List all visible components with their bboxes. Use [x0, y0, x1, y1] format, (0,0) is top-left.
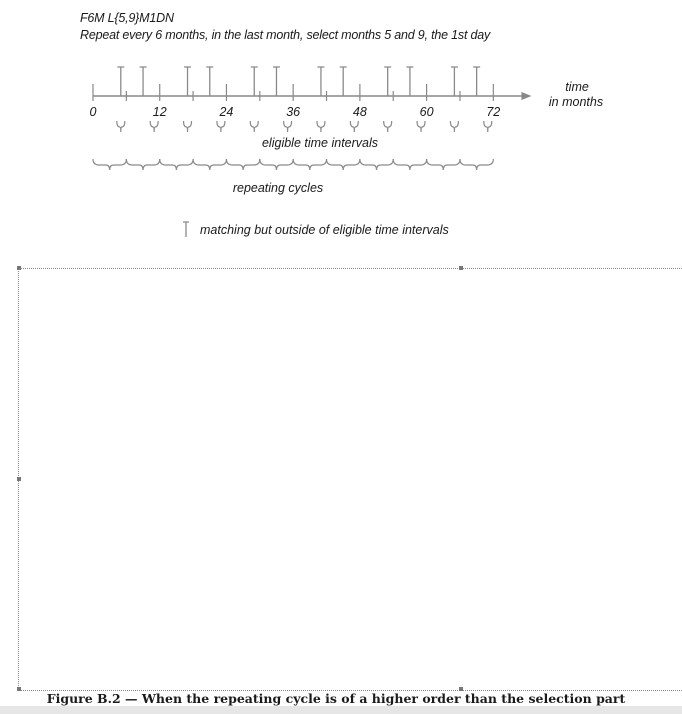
repeating-cycle-brace	[126, 159, 159, 170]
eligible-interval-brace	[417, 121, 425, 132]
matching-marker	[406, 67, 413, 96]
axis-tick-label: 12	[152, 105, 167, 119]
repeating-cycles-label: repeating cycles	[232, 181, 324, 195]
eligible-interval-brace	[184, 121, 192, 132]
repeating-cycle-brace	[160, 159, 193, 170]
axis-tick-label: 0	[89, 105, 97, 119]
repeating-cycle-brace	[93, 159, 126, 170]
frame-top-border	[18, 268, 682, 269]
matching-marker	[451, 67, 458, 96]
eligible-interval-brace	[150, 121, 158, 132]
axis-tick-label: 36	[286, 105, 301, 119]
eligible-interval-brace	[450, 121, 458, 132]
repeating-cycle-brace	[460, 159, 493, 170]
matching-marker	[384, 67, 391, 96]
eligible-interval-brace	[484, 121, 492, 132]
matching-marker	[273, 67, 280, 96]
repeating-cycle-brace	[226, 159, 259, 170]
matching-marker	[184, 67, 191, 96]
eligible-interval-brace	[384, 121, 392, 132]
matching-marker	[117, 67, 124, 96]
eligible-interval-brace	[250, 121, 258, 132]
repeating-cycle-brace	[193, 159, 226, 170]
eligible-intervals-label: eligible time intervals	[261, 136, 379, 150]
bottom-strip	[0, 706, 682, 714]
resize-handle-top-left[interactable]	[17, 266, 21, 270]
matching-marker	[317, 67, 324, 96]
eligible-interval-brace	[217, 121, 225, 132]
repeating-cycle-brace	[293, 159, 326, 170]
eligible-interval-brace	[317, 121, 325, 132]
axis-tick-label: 24	[219, 105, 234, 119]
eligible-interval-brace	[350, 121, 358, 132]
repeating-cycle-brace	[327, 159, 360, 170]
axis-tick-label: 60	[419, 105, 434, 119]
axis-unit-label-time: time	[565, 80, 589, 94]
matching-marker	[251, 67, 258, 96]
axis-tick-label: 48	[352, 105, 367, 119]
matching-marker	[340, 67, 347, 96]
resize-handle-top-middle[interactable]	[459, 266, 463, 270]
timeline-diagram	[0, 0, 682, 260]
axis-tick-label: 72	[486, 105, 501, 119]
repeating-cycle-brace	[360, 159, 393, 170]
matching-marker	[473, 67, 480, 96]
resize-handle-middle-left[interactable]	[17, 477, 21, 481]
axis-arrow-icon	[521, 92, 531, 100]
repeating-cycle-brace	[260, 159, 293, 170]
repeating-cycle-brace	[427, 159, 460, 170]
repeating-cycle-brace	[393, 159, 426, 170]
matching-marker	[206, 67, 213, 96]
legend-marker-icon	[183, 222, 189, 237]
figure-caption: Figure B.2 — When the repeating cycle is of a higher order than the selection part	[46, 691, 626, 706]
legend-text: matching but outside of eligible time intervals	[200, 223, 449, 237]
axis-unit-label-months: in months	[548, 95, 604, 109]
matching-marker	[140, 67, 147, 96]
legend	[183, 222, 449, 237]
eligible-interval-brace	[284, 121, 292, 132]
expression-description: Repeat every 6 months, in the last month, select months 5 and 9, the 1st day	[80, 28, 491, 42]
eligible-interval-brace	[117, 121, 125, 132]
expression-title: F6M L{5,9}M1DN	[80, 11, 174, 25]
